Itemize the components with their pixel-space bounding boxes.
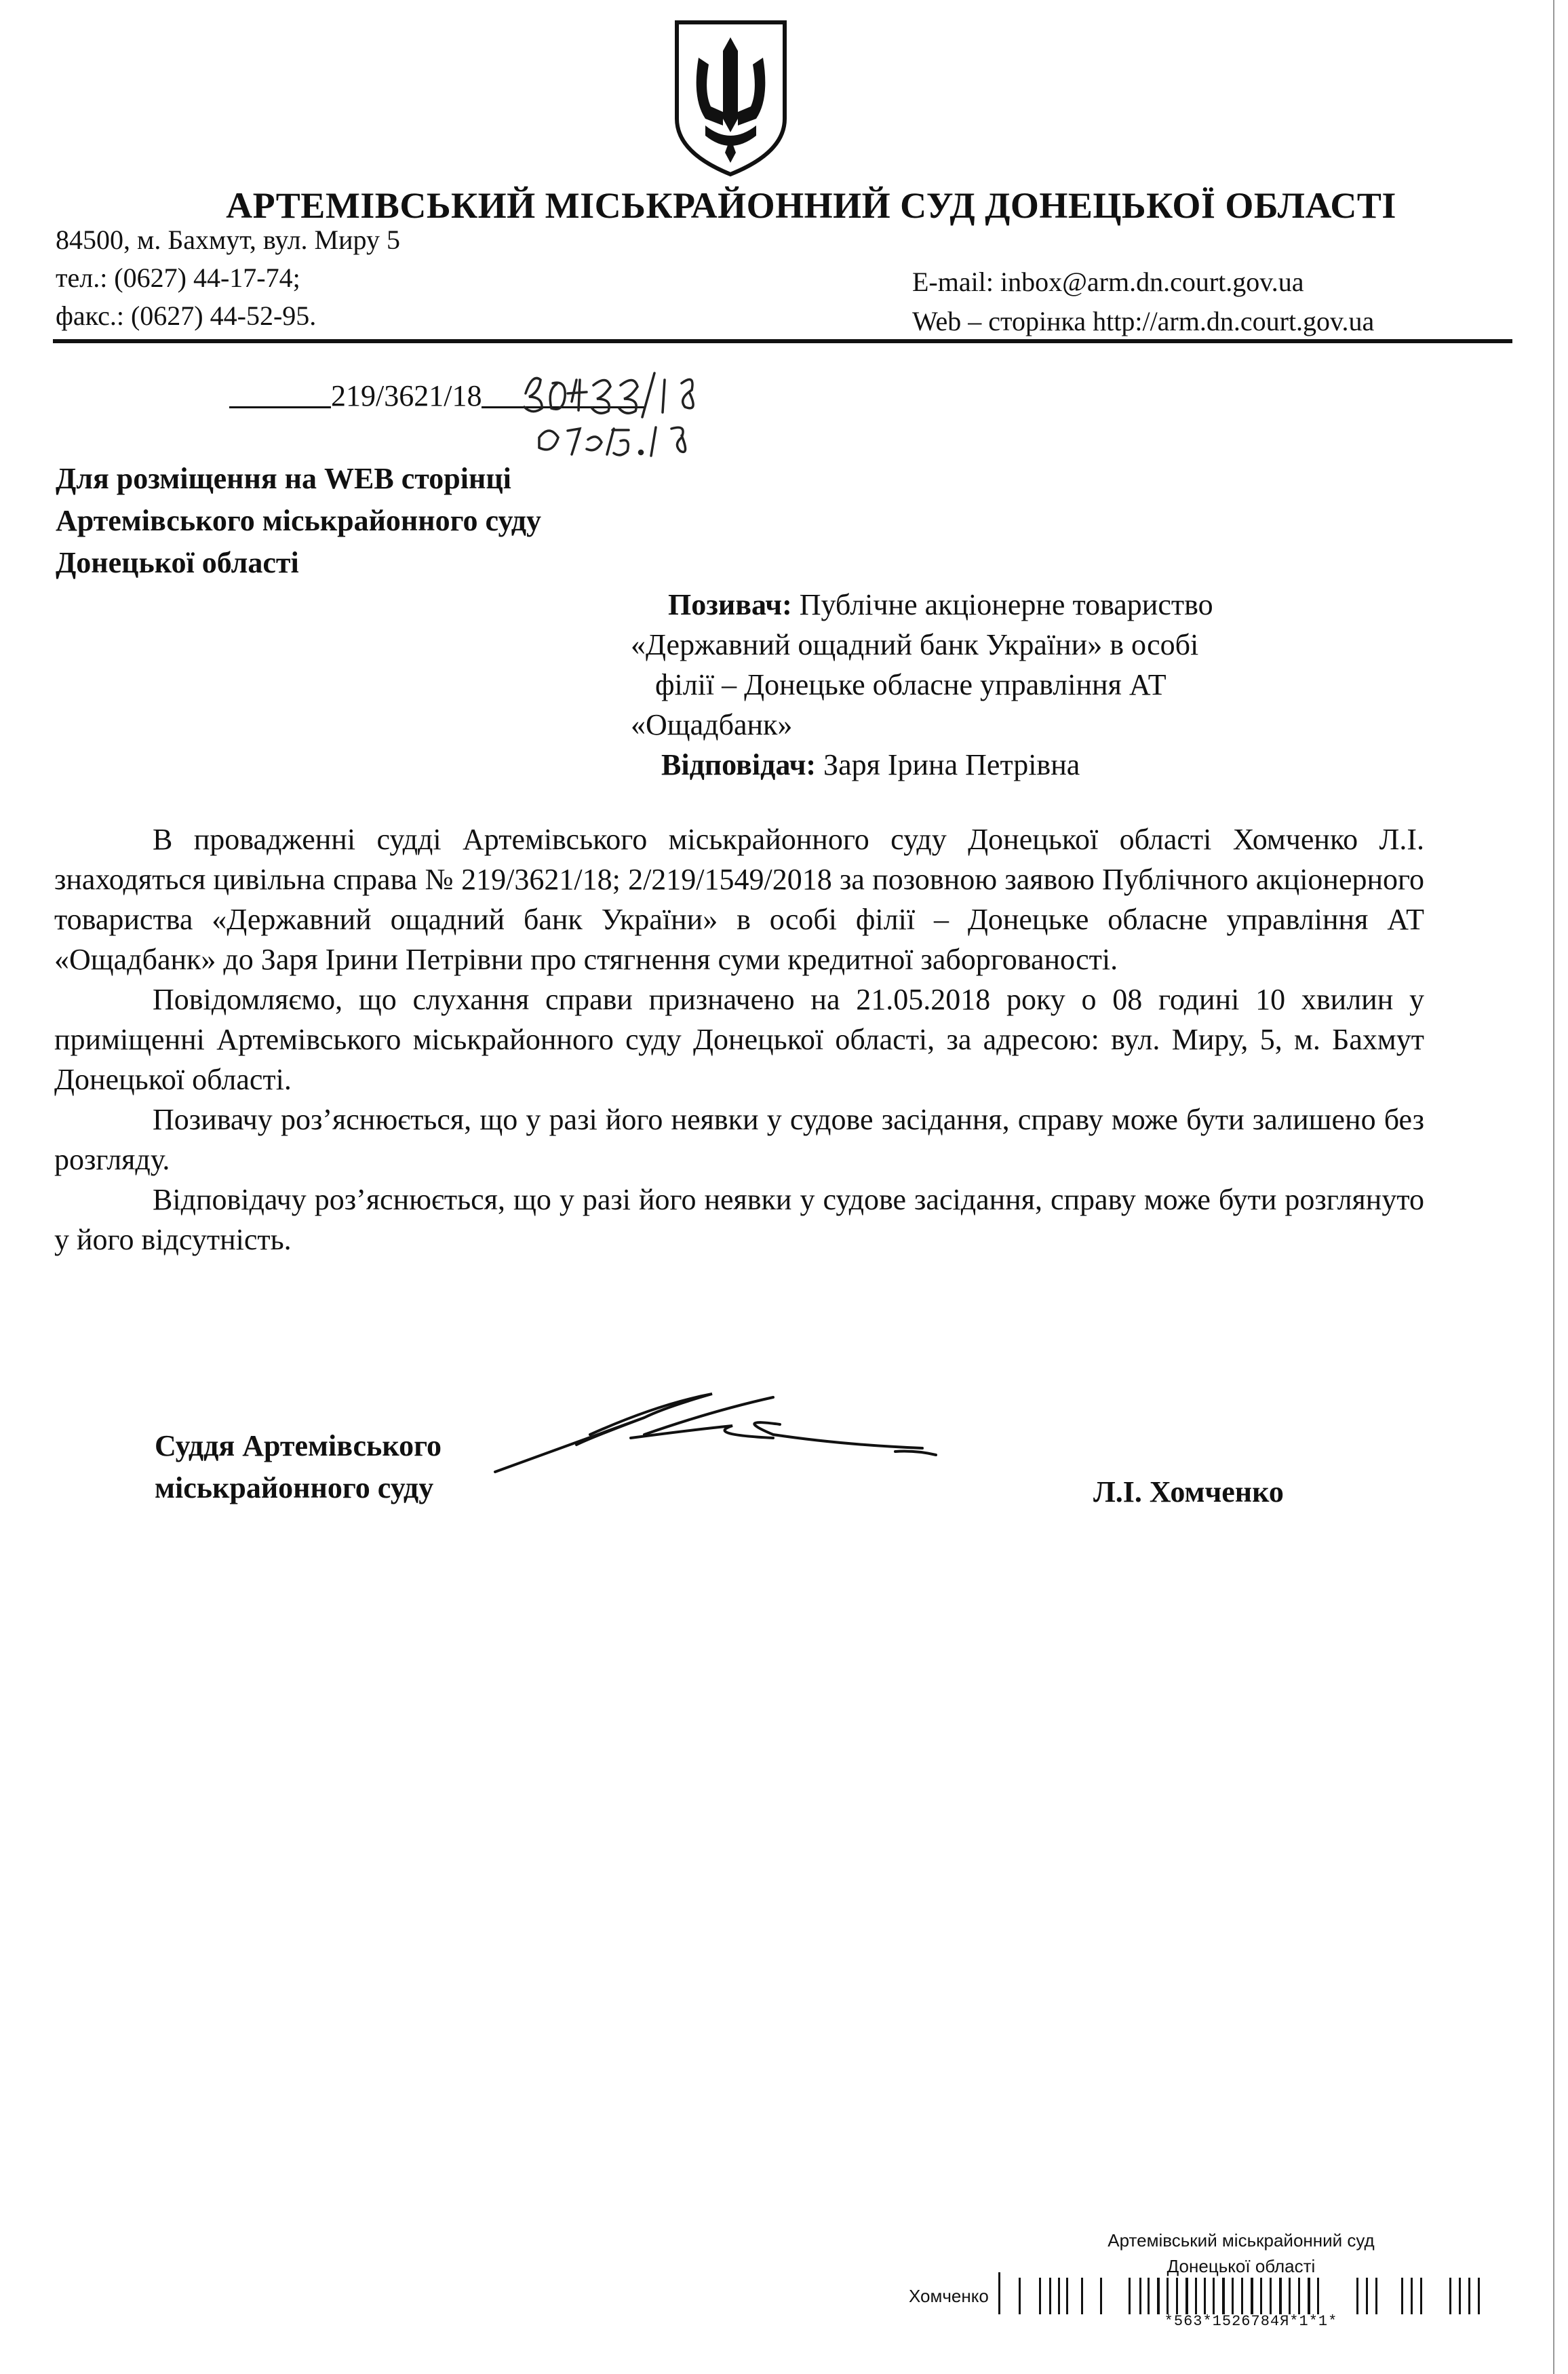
- court-fax: факс.: (0627) 44-52-95.: [56, 300, 317, 331]
- court-title: АРТЕМІВСЬКИЙ МІСЬКРАЙОННИЙ СУД ДОНЕЦЬКОЇ ОБЛАСТІ: [226, 185, 1396, 226]
- scan-edge: [1553, 0, 1554, 2374]
- destination-line: Донецької області: [56, 546, 299, 579]
- header-divider: [53, 339, 1512, 343]
- court-address: 84500, м. Бахмут, вул. Миру 5: [56, 225, 400, 255]
- plaintiff-line: філії – Донецьке обласне управління АТ: [655, 668, 1167, 701]
- body-paragraph: Відповідачу роз’яснюється, що у разі його неявки у судове засідання, справу може бути розглянуто у його відсутність.: [54, 1183, 1424, 1256]
- barcode-number: *563*1526784Я*1*1*: [1164, 2313, 1338, 2330]
- judge-name: Л.І. Хомченко: [1093, 1475, 1284, 1509]
- defendant-line: [661, 747, 1080, 782]
- plaintiff-label: Позивач:: [668, 588, 792, 621]
- barcode: [998, 2272, 1504, 2314]
- reference-blank: [229, 406, 331, 408]
- signatory-title: Суддя Артемівського: [155, 1429, 442, 1462]
- defendant-label: Відповідач:: [661, 748, 817, 781]
- stamp-region: Донецької області: [1167, 2256, 1316, 2276]
- body-paragraph: Повідомляємо, що слухання справи призначено на 21.05.2018 року о 08 годині 10 хвилин у приміщенні Артемівського міськрайонного суду Донецької області, за адресою: вул. Миру, 5, м. Бахмут Донецької області.: [54, 983, 1424, 1096]
- body-paragraph: Позивачу роз’яснюється, що у разі його неявки у судове засідання, справу може бути залишено без розгляду.: [54, 1103, 1424, 1176]
- defendant-name: Заря Ірина Петрівна: [823, 748, 1080, 781]
- stamp-court: Артемівський міськрайонний суд: [1108, 2230, 1375, 2251]
- notice-body: [54, 819, 1424, 1260]
- case-number: 219/3621/18: [331, 379, 482, 412]
- plaintiff-text: Публічне акціонерне товариство: [799, 588, 1213, 621]
- court-email: E-mail: inbox@arm.dn.court.gov.ua: [912, 267, 1304, 297]
- plaintiff-line: [668, 587, 1213, 622]
- court-website: Web – сторінка http://arm.dn.court.gov.ua: [912, 306, 1375, 336]
- court-phone: тел.: (0627) 44-17-74;: [56, 262, 300, 293]
- body-paragraph: В провадженні судді Артемівського міськрайонного суду Донецької області Хомченко Л.І. знаходяться цивільна справа № 219/3621/18; 2/219/1549/2018 за позовною заявою Публічного акціонерного товариства «Державний ощадний банк України» в особі філії – Донецьке обласне управління АТ «Ощадбанк» до Заря Ірини Петрівни про стягнення суми кредитної заборгованості.: [54, 823, 1424, 976]
- destination-line: Артемівського міськрайонного суду: [56, 504, 541, 537]
- signatory-title: міськрайонного суду: [155, 1471, 434, 1504]
- coat-of-arms-emblem: [671, 17, 790, 180]
- handwritten-signature: [488, 1370, 1031, 1499]
- destination-line: Для розміщення на WEB сторінці: [56, 462, 511, 495]
- plaintiff-line: «Ощадбанк»: [631, 708, 793, 741]
- plaintiff-line: «Державний ощадний банк України» в особі: [631, 628, 1199, 661]
- handwritten-registration: [512, 359, 743, 475]
- stamp-judge-name: Хомченко: [909, 2286, 989, 2306]
